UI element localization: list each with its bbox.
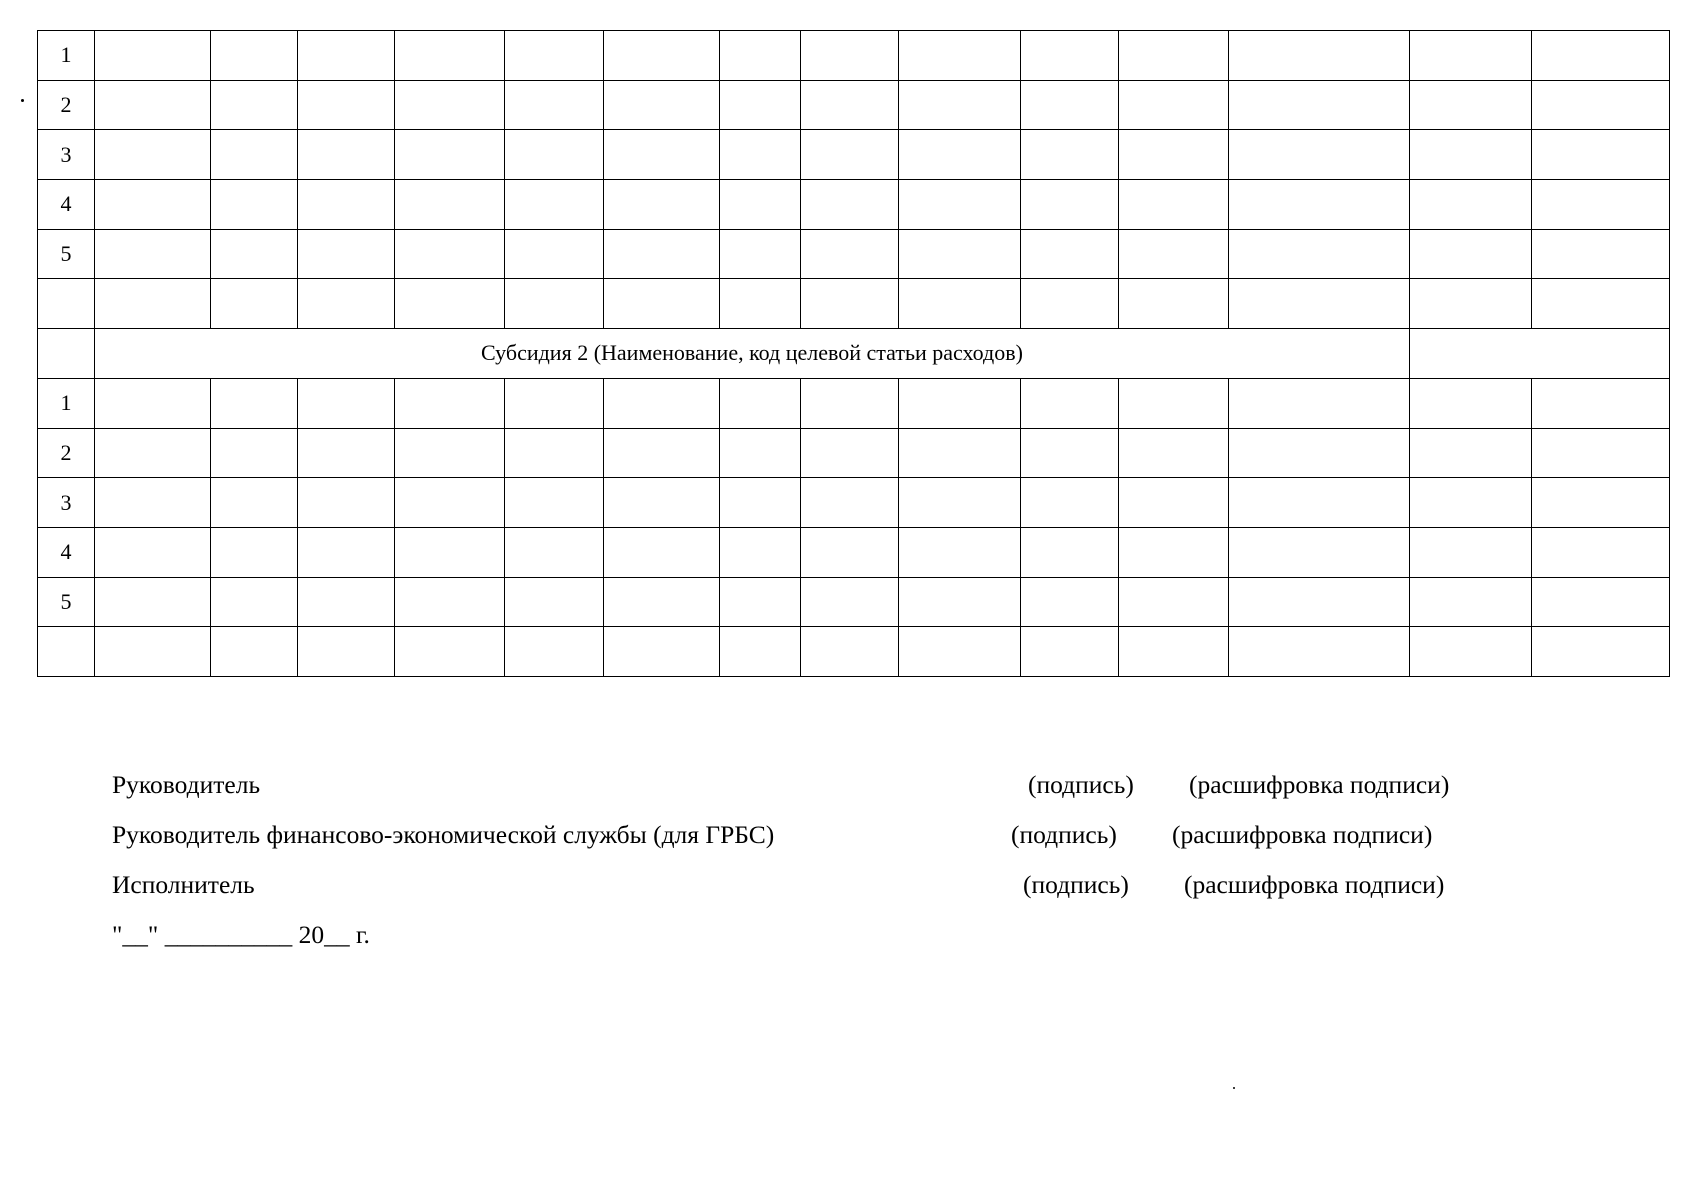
table-row <box>38 180 1670 230</box>
table-cell <box>899 31 1021 81</box>
table-cell <box>298 527 395 577</box>
table-cell <box>1532 428 1670 478</box>
table-cell <box>899 130 1021 180</box>
table-cell <box>801 428 899 478</box>
table-cell <box>720 31 801 81</box>
table-cell <box>505 229 604 279</box>
table-cell <box>1532 478 1670 528</box>
table-cell <box>1119 478 1229 528</box>
table-cell <box>801 577 899 627</box>
table-cell <box>95 428 211 478</box>
table-cell <box>1410 627 1532 677</box>
table-cell <box>211 378 298 428</box>
signature-decode-placeholder: (расшифровка подписи) <box>1189 770 1450 799</box>
table-cell <box>899 577 1021 627</box>
table-cell <box>1119 80 1229 130</box>
table-cell <box>95 279 211 329</box>
table-cell <box>1229 627 1410 677</box>
table-cell <box>720 229 801 279</box>
table-cell <box>1229 130 1410 180</box>
table-cell <box>1021 229 1119 279</box>
table-cell <box>604 180 720 230</box>
table-cell <box>1229 527 1410 577</box>
table-row <box>38 627 1670 677</box>
table-row <box>38 80 1670 130</box>
table-cell <box>604 31 720 81</box>
table-cell <box>1410 577 1532 627</box>
table-cell <box>395 80 505 130</box>
signature-decode-placeholder: (расшифровка подписи) <box>1172 820 1433 849</box>
table-cell <box>211 180 298 230</box>
table-cell <box>298 627 395 677</box>
table-cell <box>1119 428 1229 478</box>
table-cell <box>1410 229 1532 279</box>
table-cell <box>395 478 505 528</box>
table-cell <box>1119 577 1229 627</box>
table-cell <box>505 527 604 577</box>
table-cell <box>1021 180 1119 230</box>
table-cell <box>1410 428 1532 478</box>
section-header-row <box>38 329 1670 379</box>
table-cell <box>604 627 720 677</box>
row-number-cell: 4 <box>38 180 95 230</box>
table-cell <box>211 478 298 528</box>
signature-decode-placeholder: (расшифровка подписи) <box>1184 870 1445 899</box>
table-cell <box>604 428 720 478</box>
table-cell <box>604 478 720 528</box>
table-cell <box>899 428 1021 478</box>
table-cell <box>95 31 211 81</box>
table-cell <box>505 180 604 230</box>
table-cell <box>801 229 899 279</box>
table-cell <box>899 527 1021 577</box>
table-cell <box>604 279 720 329</box>
table-cell <box>1410 80 1532 130</box>
table-cell <box>720 80 801 130</box>
table-cell <box>720 577 801 627</box>
table-cell <box>1021 428 1119 478</box>
section-title: Субсидия 2 (Наименование, код целевой статьи расходов) <box>95 329 1410 379</box>
table-cell <box>899 627 1021 677</box>
table-cell <box>211 428 298 478</box>
table-row <box>38 428 1670 478</box>
table-cell <box>720 627 801 677</box>
table-cell <box>95 527 211 577</box>
table-cell <box>395 627 505 677</box>
table-cell <box>395 130 505 180</box>
table-cell <box>1229 478 1410 528</box>
table-cell <box>1229 428 1410 478</box>
table-cell <box>1532 527 1670 577</box>
signature-row <box>112 860 1512 910</box>
table-cell <box>95 378 211 428</box>
table-cell <box>1021 378 1119 428</box>
signer-role: Исполнитель <box>112 870 255 899</box>
table-cell <box>604 378 720 428</box>
table-cell <box>1410 180 1532 230</box>
table-cell <box>1119 229 1229 279</box>
table-cell <box>95 80 211 130</box>
table-cell <box>298 577 395 627</box>
table-cell <box>1119 378 1229 428</box>
table-cell <box>720 279 801 329</box>
table-cell <box>298 229 395 279</box>
table-cell <box>801 279 899 329</box>
scan-speck <box>21 99 24 102</box>
table-cell <box>298 279 395 329</box>
table-cell <box>1410 378 1532 428</box>
table-cell <box>505 428 604 478</box>
row-number-cell: 1 <box>38 31 95 81</box>
row-number-cell <box>38 279 95 329</box>
table-cell <box>298 378 395 428</box>
table-row <box>38 378 1670 428</box>
table-cell <box>1532 31 1670 81</box>
table-cell <box>1119 130 1229 180</box>
table-cell <box>1532 577 1670 627</box>
table-cell <box>395 577 505 627</box>
table-cell <box>1021 478 1119 528</box>
table-cell <box>720 428 801 478</box>
table-cell <box>298 130 395 180</box>
table-cell <box>899 279 1021 329</box>
signature-placeholder: (подпись) <box>1023 870 1129 899</box>
signature-row <box>112 760 1512 810</box>
table-cell <box>801 378 899 428</box>
table-cell <box>1229 378 1410 428</box>
table-cell <box>1229 279 1410 329</box>
table-cell <box>95 180 211 230</box>
row-number-cell: 5 <box>38 577 95 627</box>
table-cell <box>604 130 720 180</box>
table-row <box>38 478 1670 528</box>
table-cell <box>1532 279 1670 329</box>
row-number-cell: 1 <box>38 378 95 428</box>
table-cell <box>95 478 211 528</box>
table-cell <box>1532 627 1670 677</box>
table-cell <box>1119 627 1229 677</box>
table-cell <box>1410 279 1532 329</box>
table-cell <box>801 627 899 677</box>
table-cell <box>298 80 395 130</box>
signature-placeholder: (подпись) <box>1011 820 1117 849</box>
table-cell <box>298 478 395 528</box>
table-cell <box>395 31 505 81</box>
table-row <box>38 527 1670 577</box>
table-cell <box>505 378 604 428</box>
table-cell <box>95 577 211 627</box>
table-cell <box>211 130 298 180</box>
scan-speck <box>1233 1087 1235 1089</box>
table-cell <box>720 527 801 577</box>
table-cell <box>1229 80 1410 130</box>
table-cell <box>298 428 395 478</box>
signature-placeholder: (подпись) <box>1028 770 1134 799</box>
table-cell <box>1021 130 1119 180</box>
table-cell <box>801 80 899 130</box>
table-cell <box>1119 180 1229 230</box>
row-number-cell: 5 <box>38 229 95 279</box>
table-cell <box>1021 577 1119 627</box>
table-cell <box>1229 180 1410 230</box>
table-cell <box>395 378 505 428</box>
row-number-cell: 3 <box>38 130 95 180</box>
table-cell <box>1532 80 1670 130</box>
subsidy-table <box>37 30 1670 677</box>
table-cell <box>1532 229 1670 279</box>
table-cell <box>95 229 211 279</box>
table-cell <box>899 478 1021 528</box>
table-cell <box>505 31 604 81</box>
table-cell <box>95 627 211 677</box>
table-cell <box>505 627 604 677</box>
table-cell <box>505 577 604 627</box>
row-number-cell: 3 <box>38 478 95 528</box>
table-cell <box>1021 279 1119 329</box>
table-cell <box>1021 627 1119 677</box>
table-cell <box>801 180 899 230</box>
table-cell <box>1229 229 1410 279</box>
table-cell <box>211 577 298 627</box>
signature-block <box>112 760 1512 960</box>
table-cell <box>1532 180 1670 230</box>
table-cell <box>395 229 505 279</box>
table-cell <box>1021 80 1119 130</box>
signer-role: Руководитель <box>112 770 261 799</box>
table-cell <box>1021 31 1119 81</box>
table-cell <box>720 130 801 180</box>
table-cell <box>1532 130 1670 180</box>
table-cell <box>211 627 298 677</box>
table-cell <box>801 130 899 180</box>
table-cell <box>95 130 211 180</box>
table-cell <box>395 279 505 329</box>
table-cell <box>1410 31 1532 81</box>
table-cell <box>801 31 899 81</box>
table-cell <box>604 80 720 130</box>
table-row <box>38 279 1670 329</box>
table-row <box>38 31 1670 81</box>
table-cell <box>1021 527 1119 577</box>
table-cell <box>395 180 505 230</box>
table-cell <box>395 527 505 577</box>
table-cell <box>1410 130 1532 180</box>
table-cell <box>604 229 720 279</box>
table-cell <box>1410 527 1532 577</box>
row-number-cell: 2 <box>38 428 95 478</box>
table-cell <box>505 279 604 329</box>
table-cell <box>505 80 604 130</box>
table-row <box>38 229 1670 279</box>
table-cell <box>1119 31 1229 81</box>
signature-row <box>112 810 1512 860</box>
table-cell <box>899 80 1021 130</box>
table-row <box>38 577 1670 627</box>
table-cell <box>1229 31 1410 81</box>
table-cell <box>720 180 801 230</box>
table-cell <box>211 527 298 577</box>
date-line: "__" __________ 20__ г. <box>112 920 370 949</box>
table-cell <box>604 577 720 627</box>
table-cell <box>505 478 604 528</box>
table-cell <box>1532 378 1670 428</box>
table-row <box>38 130 1670 180</box>
row-number-cell: 2 <box>38 80 95 130</box>
table-cell <box>211 80 298 130</box>
table-cell <box>899 229 1021 279</box>
table-cell <box>720 478 801 528</box>
table-cell <box>298 180 395 230</box>
table-cell <box>1229 577 1410 627</box>
table-cell <box>505 130 604 180</box>
table-cell <box>38 329 95 379</box>
table-cell <box>211 229 298 279</box>
table-cell <box>211 279 298 329</box>
table-cell <box>720 378 801 428</box>
table-cell <box>1119 527 1229 577</box>
table-cell <box>1410 478 1532 528</box>
table-cell <box>211 31 298 81</box>
table-cell <box>801 478 899 528</box>
row-number-cell: 4 <box>38 527 95 577</box>
table-cell <box>1119 279 1229 329</box>
signer-role: Руководитель финансово-экономической службы (для ГРБС) <box>112 820 775 849</box>
row-number-cell <box>38 627 95 677</box>
table-cell <box>801 527 899 577</box>
table-body <box>38 31 1670 677</box>
table-cell <box>899 378 1021 428</box>
table-cell <box>604 527 720 577</box>
table-cell <box>395 428 505 478</box>
table-cell <box>899 180 1021 230</box>
table-cell <box>298 31 395 81</box>
table-cell <box>1410 329 1670 379</box>
